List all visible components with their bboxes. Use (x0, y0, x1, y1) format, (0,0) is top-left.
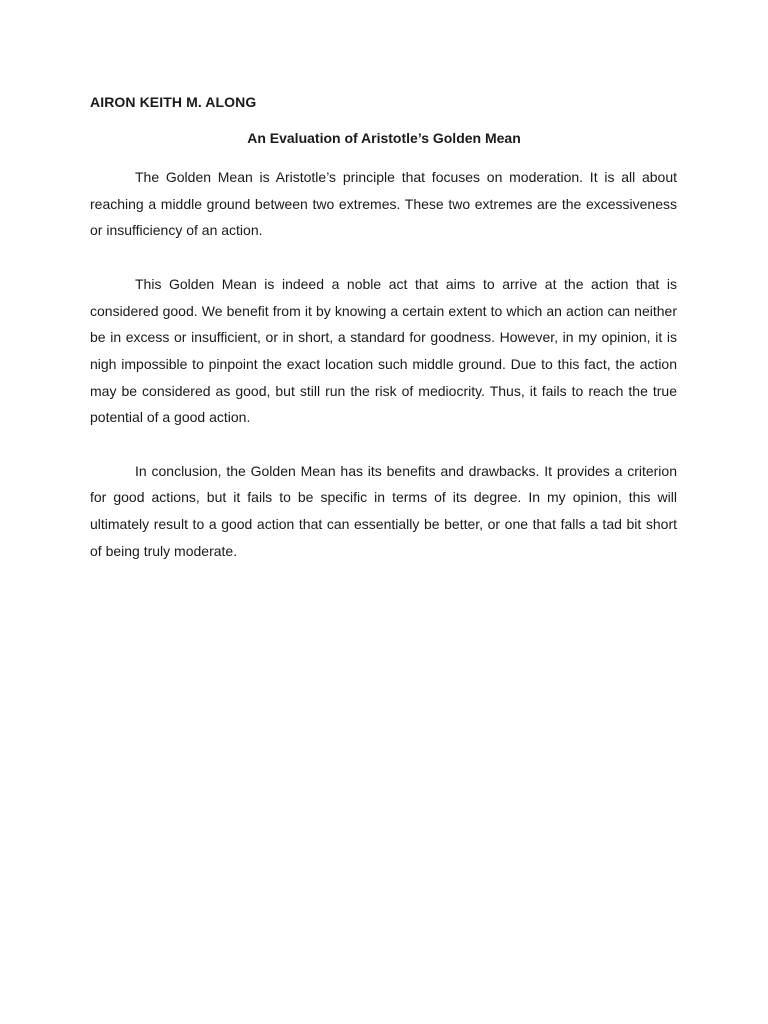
paragraph-evaluation: This Golden Mean is indeed a noble act that aims to arrive at the action that is considered good. We benefit from it by knowing a certain extent to which an action can neither be in excess or insufficient, or in short, a standard for goodness. However, in my opinion, it is nigh impossible to pinpoint the exact location such middle ground. Due to this fact, the action may be considered as good, but still run the risk of mediocrity. Thus, it fails to reach the true potential of a good action. (90, 275, 677, 426)
document-body (90, 164, 677, 591)
author-name: AIRON KEITH M. ALONG (90, 94, 257, 110)
document-title: An Evaluation of Aristotle’s Golden Mean (247, 130, 521, 146)
paragraph-conclusion: In conclusion, the Golden Mean has its benefits and drawbacks. It provides a criterion for good actions, but it fails to be specific in terms of its degree. In my opinion, this will ultimately result to a good action that can essentially be better, or one that falls a tad bit short of being truly moderate. (90, 462, 677, 559)
paragraph-intro: The Golden Mean is Aristotle’s principle that focuses on moderation. It is all about reaching a middle ground between two extremes. These two extremes are the excessiveness or insufficiency of an action. (90, 169, 677, 239)
